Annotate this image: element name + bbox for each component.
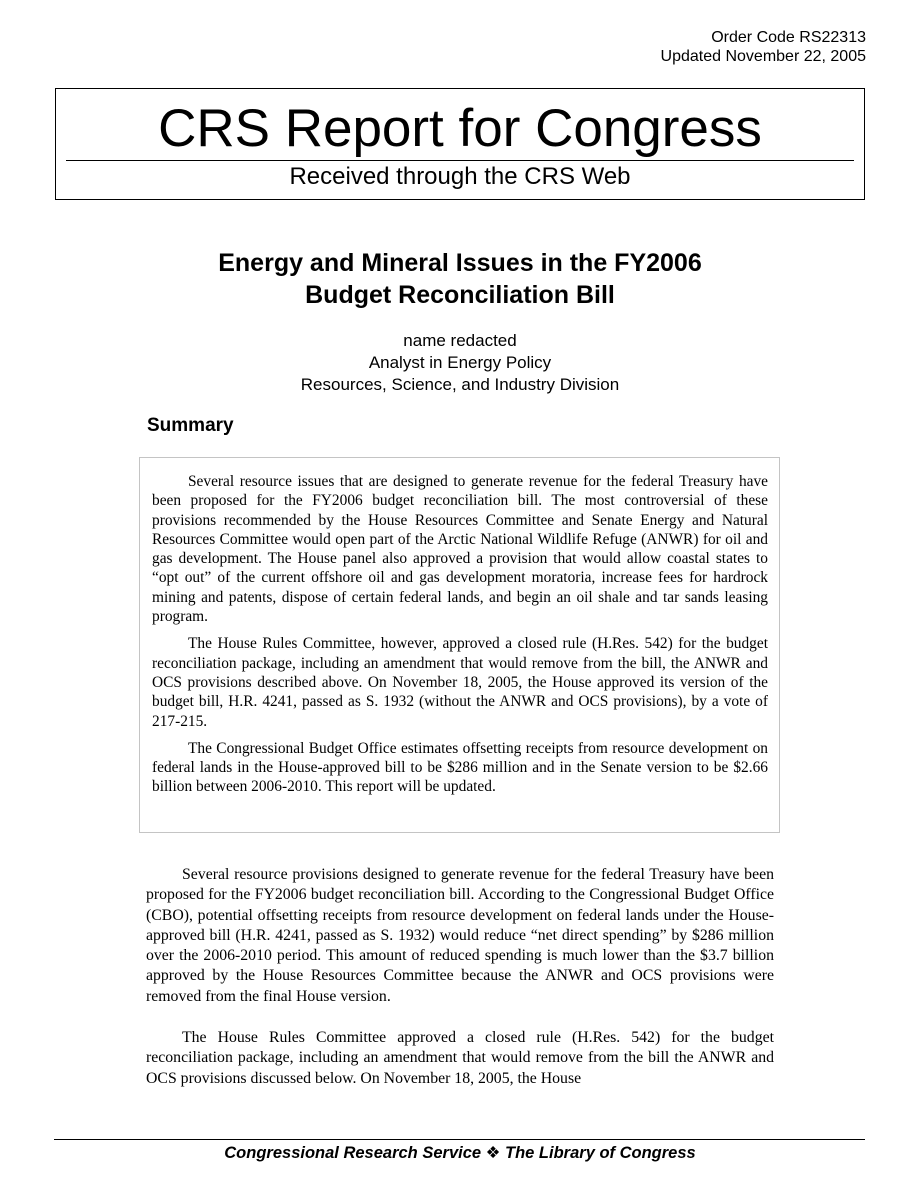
body-paragraph: Several resource provisions designed to generate revenue for the federal Treasury have been proposed for the FY2006 budget reconciliation bill. According to the Congressional Budget Office (CBO), potential offsetting receipts from resource development on federal lands under the House-approved bill (H.R. 4241, passed as S. 1932) would reduce “net direct spending” by $286 million over the 2006-2010 period. This amount of reduced spending is much lower than the $3.7 billion approved by the House Resources Committee because the ANWR and OCS provisions were removed from the final House version. — [146, 866, 774, 1005]
summary-paragraph: The Congressional Budget Office estimates offsetting receipts from resource development on federal lands in the House-approved bill to be $286 million and in the Senate version to be $2.66 billion between 2006-2010. This report will be updated. — [152, 739, 768, 796]
summary-paragraph: Several resource issues that are designed to generate revenue for the federal Treasury have been proposed for the FY2006 budget reconciliation bill. The most controversial of these provisions recommended by the House Resources Committee and Senate Energy and Natural Resources Committee would open part of the Arctic National Wildlife Refuge (ANWR) for oil and gas development. The House panel also approved a provision that would allow coastal states to “opt out” of the current offshore oil and gas development moratoria, increase fees for hardrock mining and patents, dispose of certain federal lands, and begin an oil shale and tar sands leasing program. — [152, 473, 768, 626]
report-title — [100, 247, 820, 311]
author-division: Resources, Science, and Industry Division — [300, 375, 620, 394]
order-code: Order Code RS22313 — [711, 29, 866, 46]
order-code-block — [661, 28, 866, 66]
summary-box — [139, 457, 780, 833]
summary-paragraph: The House Rules Committee, however, approved a closed rule (H.Res. 542) for the budget reconciliation package, including an amendment that would remove from the bill, the ANWR and OCS provisions described above. On November 18, 2005, the House approved its version of the budget bill, H.R. 4241, passed as S. 1932 (without the ANWR and OCS provisions), by a vote of 217-215. — [152, 635, 768, 730]
report-title-line-2: Budget Reconciliation Bill — [305, 281, 615, 309]
author-name: name redacted — [403, 331, 517, 350]
body-paragraph: The House Rules Committee approved a closed rule (H.Res. 542) for the budget reconciliation package, including an amendment that would remove from the bill the ANWR and OCS provisions discussed below. On November 18, 2005, the House — [146, 1029, 774, 1087]
updated-date: Updated November 22, 2005 — [660, 48, 866, 65]
masthead-title: CRS Report for Congress — [158, 99, 762, 158]
footer: Congressional Research Service ❖ The Library of Congress — [224, 1144, 696, 1162]
body-text — [146, 865, 774, 1110]
report-title-line-1: Energy and Mineral Issues in the FY2006 — [218, 249, 702, 277]
masthead-subtitle: Received through the CRS Web — [289, 163, 631, 190]
summary-heading: Summary — [147, 415, 234, 436]
masthead-divider — [66, 160, 854, 161]
footer-divider — [54, 1139, 865, 1140]
author-block — [100, 330, 820, 396]
masthead — [55, 88, 865, 200]
author-position: Analyst in Energy Policy — [368, 353, 552, 372]
